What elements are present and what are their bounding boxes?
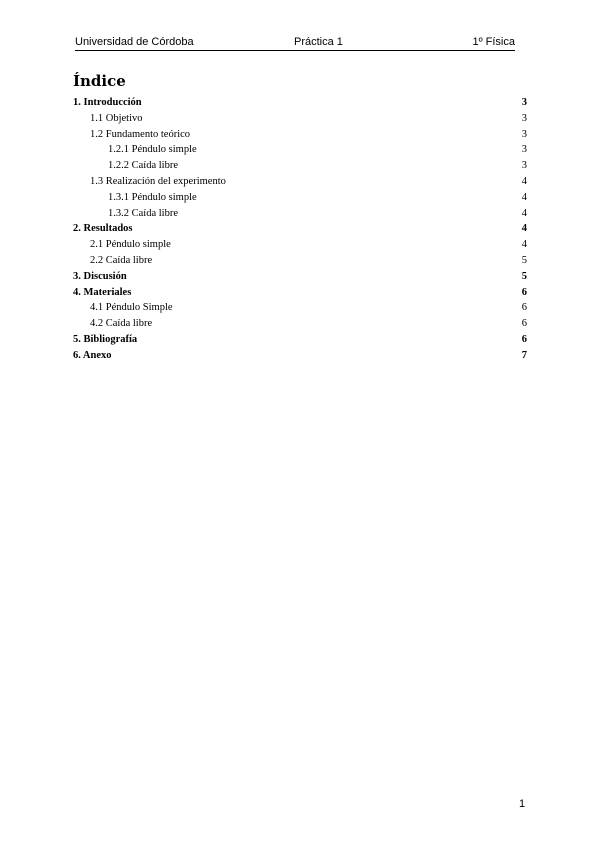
toc-entry-page: 4: [521, 239, 527, 251]
toc-entry-text: 2. Resultados: [73, 223, 133, 235]
toc-entry-page: 6: [521, 286, 527, 298]
toc-entry[interactable]: [73, 285, 527, 301]
toc-entry[interactable]: [73, 300, 527, 316]
toc-entry-text: 1.3.1 Péndulo simple: [108, 191, 197, 203]
toc-entry[interactable]: [73, 348, 527, 364]
toc-entry-page: 4: [521, 223, 527, 235]
toc-entry-text: 2.2 Caída libre: [90, 254, 153, 266]
header-practice: Práctica 1: [294, 36, 343, 48]
toc-entry-page: 6: [521, 302, 527, 314]
toc-entry-page: 7: [521, 349, 527, 361]
toc-entry-text: 6. Anexo: [73, 349, 112, 361]
toc-entry-page: 5: [521, 254, 527, 266]
toc-entry-page: 3: [521, 97, 527, 108]
toc-entry-text: 1.2.1 Péndulo simple: [108, 144, 197, 156]
toc-entry[interactable]: [73, 142, 527, 158]
toc-entry[interactable]: [73, 332, 527, 348]
toc-entry-text: 4.2 Caída libre: [90, 318, 153, 330]
toc-entry-page: 3: [521, 112, 527, 124]
toc-entry[interactable]: [73, 221, 527, 237]
toc-entry[interactable]: [73, 316, 527, 332]
table-of-contents: [73, 95, 527, 364]
toc-entry[interactable]: [73, 127, 527, 143]
toc-entry[interactable]: [73, 269, 527, 285]
toc-entry-page: 4: [521, 175, 527, 187]
toc-entry-page: 3: [521, 160, 527, 172]
toc-entry-text: 2.1 Péndulo simple: [90, 239, 171, 251]
toc-entry-text: 3. Discusión: [73, 270, 127, 282]
toc-entry-text: 1. Introducción: [73, 97, 142, 108]
toc-entry[interactable]: [73, 190, 527, 206]
toc-entry-text: 1.2 Fundamento teórico: [90, 128, 191, 140]
toc-entry-page: 6: [521, 333, 527, 345]
toc-entry-text: 4.1 Péndulo Simple: [90, 302, 173, 314]
toc-entry[interactable]: [73, 111, 527, 127]
toc-entry-page: 5: [521, 270, 527, 282]
toc-entry-page: 3: [521, 144, 527, 156]
toc-entry[interactable]: [73, 206, 527, 222]
header-university: Universidad de Córdoba: [75, 36, 194, 48]
toc-entry-text: 4. Materiales: [73, 286, 132, 298]
toc-entry-page: 4: [521, 191, 527, 203]
toc-entry[interactable]: [73, 253, 527, 269]
toc-entry[interactable]: [73, 95, 527, 111]
toc-entry-text: 5. Bibliografía: [73, 333, 138, 345]
toc-entry-text: 1.1 Objetivo: [90, 112, 143, 124]
page-number: 1: [519, 798, 526, 810]
toc-entry-page: 6: [521, 318, 527, 330]
toc-entry-page: 4: [521, 207, 527, 219]
toc-entry-text: 1.2.2 Caída libre: [108, 160, 178, 172]
toc-entry-text: 1.3.2 Caída libre: [108, 207, 178, 219]
toc-entry-page: 3: [521, 128, 527, 140]
page-header: [75, 36, 515, 51]
toc-entry-text: 1.3 Realización del experimento: [90, 175, 226, 187]
toc-title: Índice: [73, 72, 126, 90]
toc-entry[interactable]: [73, 237, 527, 253]
header-course: 1º Física: [472, 36, 515, 48]
toc-entry[interactable]: [73, 174, 527, 190]
toc-entry[interactable]: [73, 158, 527, 174]
